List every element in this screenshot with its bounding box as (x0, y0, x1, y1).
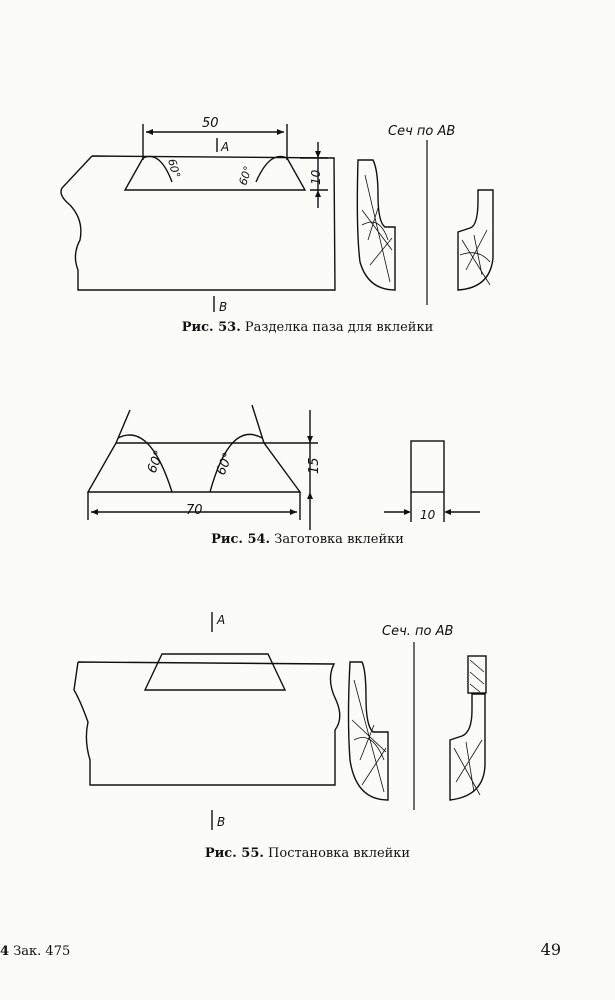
fig54-dim-thickness: 10 (420, 508, 436, 522)
fig54-dim-height: 15 (307, 457, 322, 474)
fig54-angle-left: 60° (144, 448, 168, 476)
fig53-caption (0, 320, 615, 335)
fig53-caption-text: Разделка паза для вклейки (244, 320, 434, 335)
fig53-section-right (458, 190, 493, 290)
fig55-insert (145, 654, 285, 690)
fig55-caption-number: Рис. 55. (204, 846, 264, 861)
fig55-caption-text: Постановка вклейки (268, 846, 411, 861)
fig55-drawing (74, 612, 486, 830)
fig53-dim-width: 50 (202, 116, 219, 131)
fig53-caption-number: Рис. 53. (181, 320, 241, 335)
page-number: 49 (540, 940, 561, 959)
fig55-section-right (450, 694, 485, 800)
fig54-blank (88, 443, 300, 492)
fig55-section-insert (468, 656, 486, 693)
fig55-marker-a: A (217, 613, 226, 627)
fig53-marker-b: B (219, 300, 228, 314)
footer-order-note (0, 944, 70, 959)
fig53-groove (125, 158, 305, 190)
fig53-marker-a: A (221, 140, 230, 154)
fig55-board-outline (74, 662, 340, 785)
fig53-section-left (357, 160, 395, 290)
fig53-dim-depth: 10 (309, 169, 323, 185)
fig53-angle-left: 60° (165, 157, 183, 180)
fig54-caption-text: Заготовка вклейки (274, 532, 404, 547)
fig55-marker-b: B (217, 815, 226, 829)
fig54-caption (0, 532, 615, 547)
fig53-board-outline (61, 156, 335, 290)
fig53-drawing (61, 124, 493, 312)
fig54-caption-number: Рис. 54. (211, 532, 271, 547)
footer-signature-mark: 4 (0, 944, 10, 959)
fig54-cross-section (411, 441, 444, 492)
fig53-section-label: Сеч по АВ (388, 124, 456, 139)
fig54-angle-right: 60° (213, 450, 237, 478)
fig55-section-label: Сеч. по АВ (382, 624, 454, 639)
fig54-dim-width: 70 (186, 503, 203, 518)
fig53-angle-right: 60° (236, 164, 255, 187)
fig55-caption (0, 846, 615, 861)
footer-order-text: Зак. 475 (13, 944, 71, 959)
